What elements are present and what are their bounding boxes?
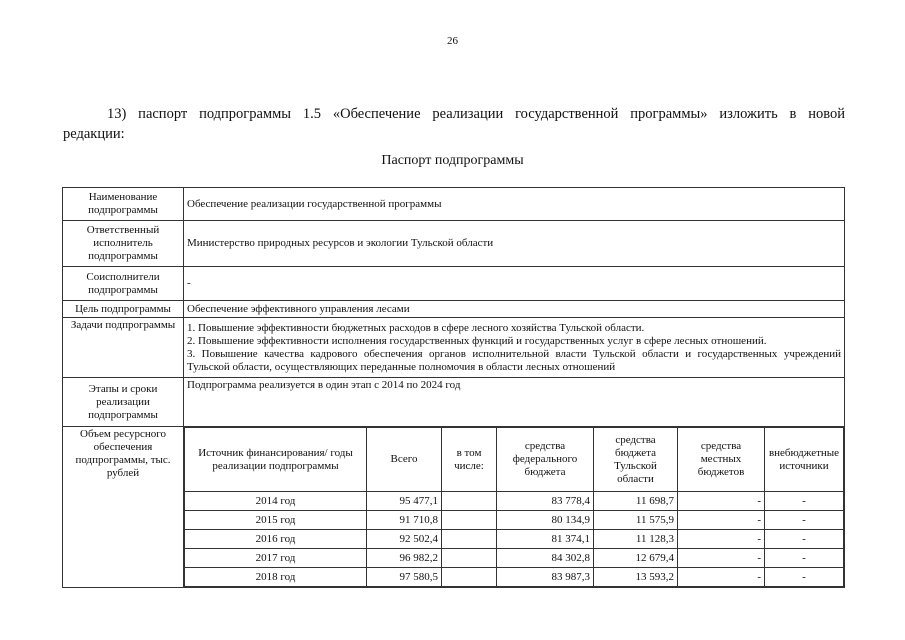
cell-year: 2016 год — [185, 530, 367, 549]
funding-row — [185, 511, 844, 530]
cell-extra: - — [765, 492, 844, 511]
value-tasks — [184, 318, 845, 378]
row-executor — [63, 221, 845, 267]
label-name: Наименование подпрограммы — [63, 188, 184, 221]
row-goal — [63, 301, 845, 318]
task-item: 1. Повышение эффективности бюджетных расходов в сфере лесного хозяйства Тульской области. — [187, 321, 645, 334]
header-federal: средства федерального бюджета — [497, 428, 594, 492]
cell-local: - — [678, 492, 765, 511]
header-source: Источник финансирования/ годы реализации подпрограммы — [185, 428, 367, 492]
value-coexecutors: - — [184, 267, 845, 301]
funding-row — [185, 492, 844, 511]
passport-table — [62, 187, 845, 588]
value-stages: Подпрограмма реализуется в один этап с 2014 по 2024 год — [184, 378, 845, 427]
intro-paragraph: 13) паспорт подпрограммы 1.5 «Обеспечение реализации государственной программы» изложить в новой редакции: — [63, 106, 845, 142]
cell-total: 95 477,1 — [367, 492, 442, 511]
header-incl: в том числе: — [442, 428, 497, 492]
cell-total: 91 710,8 — [367, 511, 442, 530]
cell-total: 92 502,4 — [367, 530, 442, 549]
funding-table — [184, 427, 844, 587]
cell-local: - — [678, 530, 765, 549]
label-coexecutors: Соисполнители подпрограммы — [63, 267, 184, 301]
cell-incl — [442, 492, 497, 511]
cell-incl — [442, 568, 497, 587]
cell-regional: 12 679,4 — [594, 549, 678, 568]
cell-local: - — [678, 568, 765, 587]
row-coexecutors — [63, 267, 845, 301]
header-local: средства местных бюджетов — [678, 428, 765, 492]
cell-regional: 13 593,2 — [594, 568, 678, 587]
cell-incl — [442, 549, 497, 568]
cell-federal: 83 987,3 — [497, 568, 594, 587]
cell-year: 2015 год — [185, 511, 367, 530]
cell-federal: 83 778,4 — [497, 492, 594, 511]
row-name — [63, 188, 845, 221]
page-number: 26 — [447, 35, 458, 47]
cell-extra: - — [765, 511, 844, 530]
label-funding: Объем ресурсного обеспечения подпрограммы, тыс. рублей — [63, 427, 184, 588]
cell-incl — [442, 511, 497, 530]
header-extra: внебюджетные источники — [765, 428, 844, 492]
cell-regional: 11 575,9 — [594, 511, 678, 530]
row-funding — [63, 427, 845, 588]
label-tasks: Задачи подпрограммы — [63, 318, 184, 378]
value-executor: Министерство природных ресурсов и экологии Тульской области — [184, 221, 845, 267]
funding-row — [185, 568, 844, 587]
cell-extra: - — [765, 549, 844, 568]
row-tasks — [63, 318, 845, 378]
label-stages: Этапы и сроки реализации подпрограммы — [63, 378, 184, 427]
cell-total: 97 580,5 — [367, 568, 442, 587]
cell-extra: - — [765, 530, 844, 549]
cell-federal: 84 302,8 — [497, 549, 594, 568]
cell-year: 2017 год — [185, 549, 367, 568]
task-item: 3. Повышение качества кадрового обеспечения органов исполнительной власти Тульской области и государственных учреждений Тульской области, осуществляющих переданные полномочия в области лесных отношений — [187, 347, 841, 373]
value-goal: Обеспечение эффективного управления лесами — [184, 301, 845, 318]
funding-row — [185, 530, 844, 549]
cell-local: - — [678, 549, 765, 568]
funding-header-row — [185, 428, 844, 492]
label-goal: Цель подпрограммы — [63, 301, 184, 318]
cell-year: 2018 год — [185, 568, 367, 587]
label-executor: Ответственный исполнитель подпрограммы — [63, 221, 184, 267]
cell-federal: 81 374,1 — [497, 530, 594, 549]
cell-total: 96 982,2 — [367, 549, 442, 568]
header-total: Всего — [367, 428, 442, 492]
cell-federal: 80 134,9 — [497, 511, 594, 530]
cell-incl — [442, 530, 497, 549]
cell-regional: 11 128,3 — [594, 530, 678, 549]
value-name: Обеспечение реализации государственной программы — [184, 188, 845, 221]
row-stages — [63, 378, 845, 427]
funding-row — [185, 549, 844, 568]
header-regional: средства бюджета Тульской области — [594, 428, 678, 492]
cell-regional: 11 698,7 — [594, 492, 678, 511]
cell-local: - — [678, 511, 765, 530]
task-item: 2. Повышение эффективности исполнения государственных функций и государственных услуг в сфере лесных отношений. — [187, 334, 767, 347]
funding-table-cell — [184, 427, 845, 588]
cell-year: 2014 год — [185, 492, 367, 511]
passport-title: Паспорт подпрограммы — [381, 153, 524, 168]
cell-extra: - — [765, 568, 844, 587]
